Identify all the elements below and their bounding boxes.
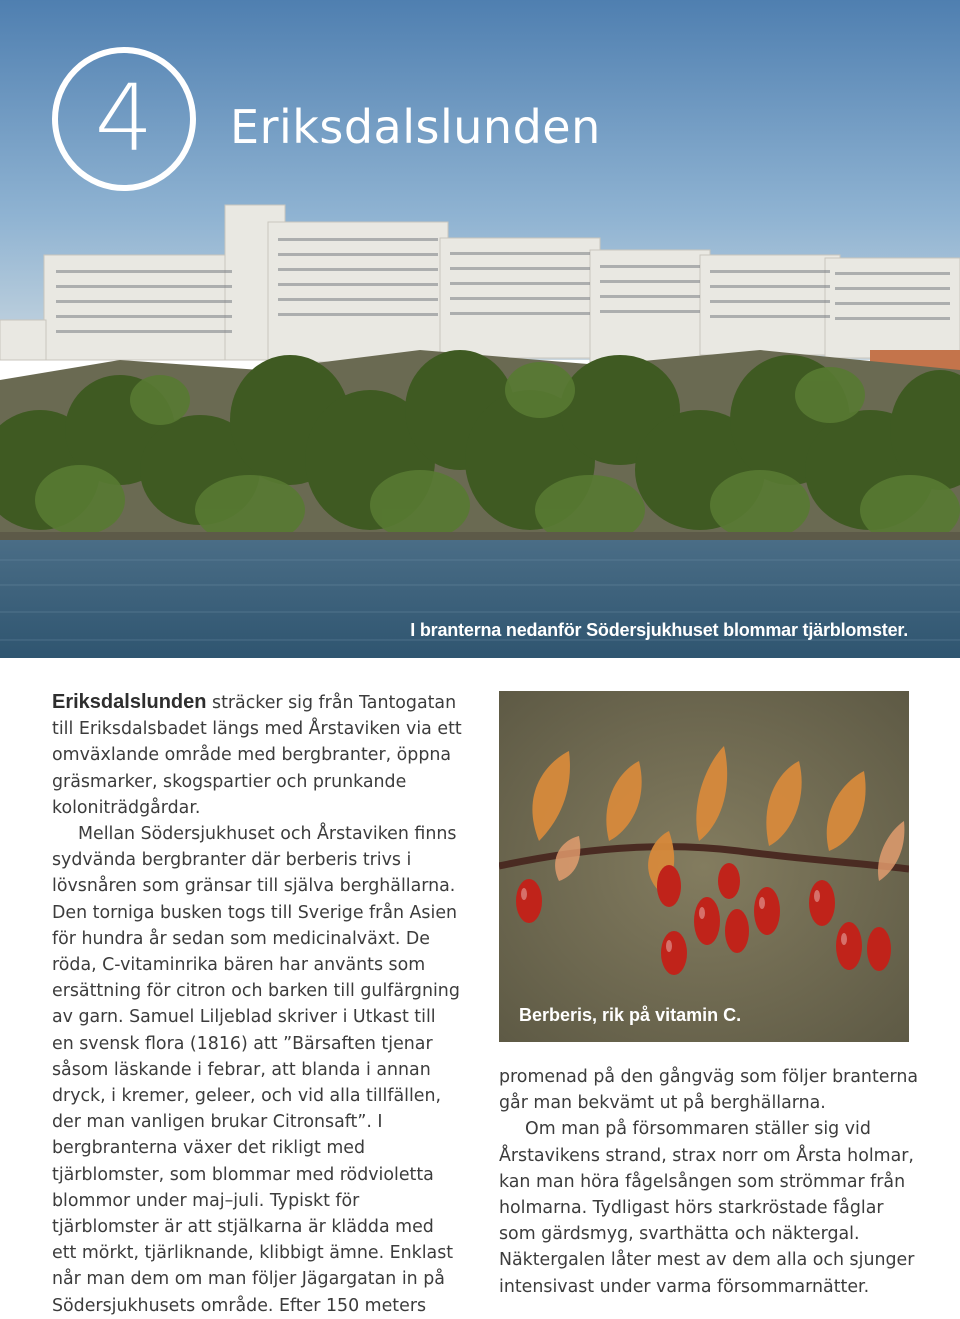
figure-caption: Berberis, rik på vitamin C. [519, 1005, 742, 1025]
paragraph-birdsong: Om man på försommaren ställer sig vid Årstavikens strand, strax norr om Årsta holmar, kan man höra fågelsången som strömmar från holmarna. Tydligast hörs starkröstade fåglar som gärdsmyg, svarthätta och näktergal. Näktergalen låter mest av dem alla och sjunger intensivast under varma försommarnätter. [499, 1119, 915, 1297]
article-right-column [499, 1064, 919, 1300]
paragraph-berberis: Mellan Södersjukhuset och Årstaviken finns sydvända bergbranter där berberis trivs i lövsnåren som gränsar till själva berghällarna. Den torniga busken togs till Sverige från Asien för hundra år sedan som medicinalväxt. De röda, C-vitaminrika bären har använts som ersättning för citron och barken till gulfärgning av garn. Samuel Liljeblad skriver i Utkast till en svensk flora (1816) att ”Bärsaften tjenar såsom läskande i febrar, att blanda i annan dryck, i kremer, geleer, och vid alla tillfällen, der man vanligen brukar Citronsaft”. I bergbranterna växer det rikligt med tjärblomster, som blommar med rödvioletta blommor under maj–juli. Typiskt för tjärblomster är att stjälkarna är klädda med ett mörkt, tjärliknande, klibbigt ämne. Enklast når man dem om man följer Jägargatan in på Södersjukhusets område. Efter 150 meters [52, 824, 460, 1316]
section-number: 4 [94, 65, 154, 172]
hero-caption: I branterna nedanför Södersjukhuset blommar tjärblomster. [410, 620, 908, 640]
lead-name: Eriksdalslunden [52, 691, 207, 713]
section-number-badge [52, 47, 196, 191]
paragraph-continued: promenad på den gångväg som följer branterna går man bekvämt ut på berghällarna. [499, 1067, 918, 1114]
intro-text: sträcker sig från Tantogatan till Eriksdalsbadet längs med Årstaviken via ett omväxlande område med bergbranter, öppna gräsmarker, skogspartier och prunkande koloniträdgårdar. [52, 693, 462, 818]
berberis-illustration [499, 691, 909, 1042]
article-left-column [52, 689, 462, 1319]
paragraph-intro [52, 689, 462, 821]
berberis-photo [499, 691, 909, 1042]
page-title: Eriksdalslunden [230, 100, 601, 154]
hero-photo [0, 0, 960, 658]
